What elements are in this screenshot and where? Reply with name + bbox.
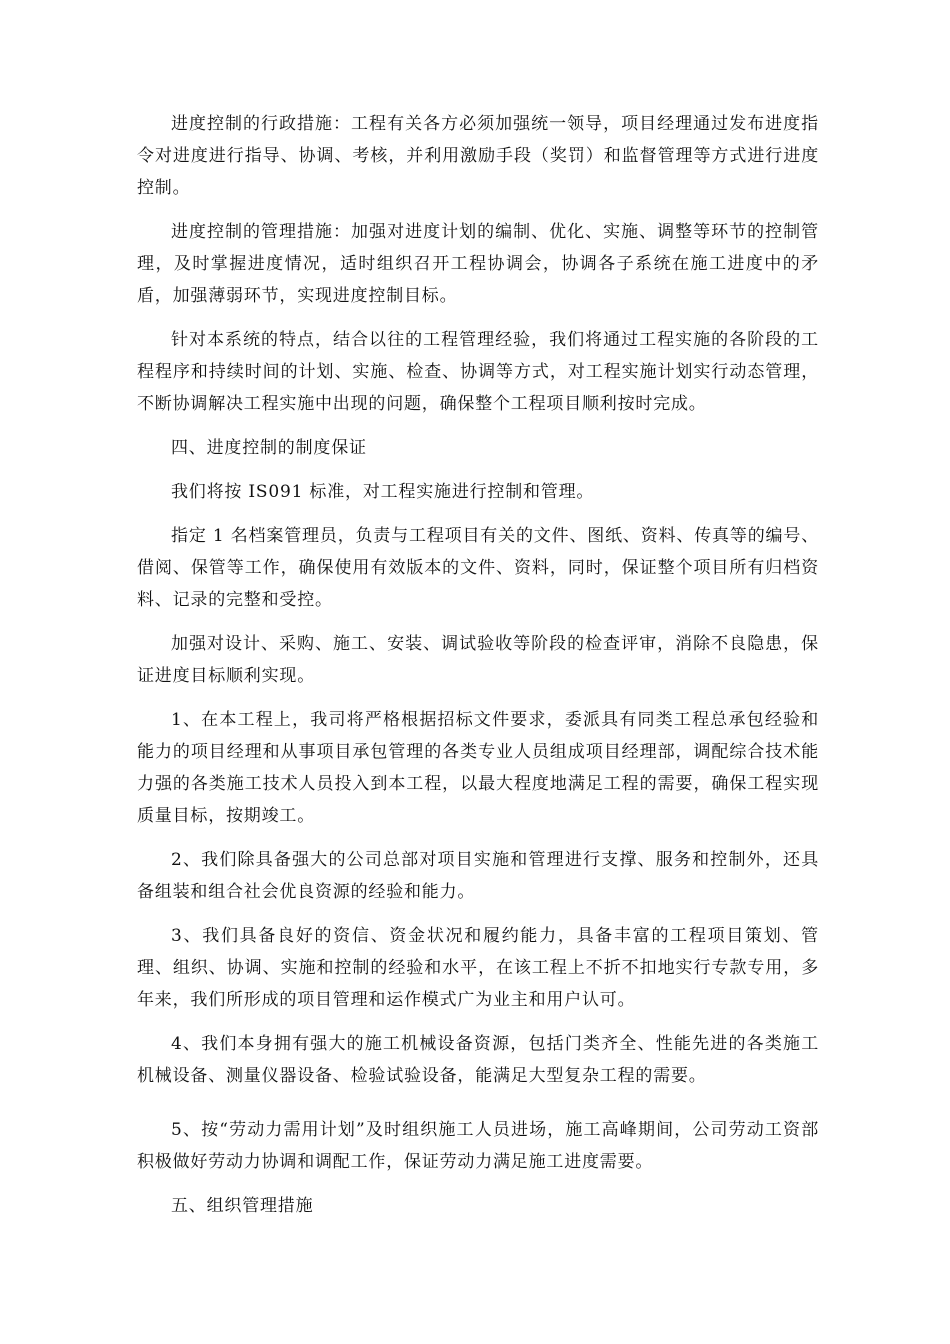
paragraph-item-5: 5、按“劳动力需用计划”及时组织施工人员进场，施工高峰期间，公司劳动工资部积极做好劳动力协调和调配工作，保证劳动力满足施工进度需要。 <box>137 1120 819 1172</box>
paragraph-item-3: 3、我们具备良好的资信、资金状况和履约能力，具备丰富的工程项目策划、管理、组织、协调、实施和控制的经验和水平，在该工程上不折不扣地实行专款专用，多年来，我们所形成的项目管理和运作模式广为业主和用户认可。 <box>137 926 819 1010</box>
paragraph-item-1: 1、在本工程上，我司将严格根据招标文件要求，委派具有同类工程总承包经验和能力的项目经理和从事项目承包管理的各类专业人员组成项目经理部，调配综合技术能力强的各类施工技术人员投入到本工程，以最大程度地满足工程的需要，确保工程实现质量目标，按期竣工。 <box>137 710 819 826</box>
paragraph-management-measures: 进度控制的管理措施：加强对进度计划的编制、优化、实施、调整等环节的控制管理，及时掌握进度情况，适时组织召开工程协调会，协调各子系统在施工进度中的矛盾，加强薄弱环节，实现进度控制目标。 <box>137 222 819 306</box>
document-body <box>137 108 819 1234</box>
paragraph-archive-manager: 指定 1 名档案管理员，负责与工程项目有关的文件、图纸、资料、传真等的编号、借阅、保管等工作，确保使用有效版本的文件、资料，同时，保证整个项目所有归档资料、记录的完整和受控。 <box>137 526 819 610</box>
section-heading-schedule-system: 四、进度控制的制度保证 <box>171 438 367 458</box>
paragraph-stage-review: 加强对设计、采购、施工、安装、调试验收等阶段的检查评审，消除不良隐患，保证进度目标顺利实现。 <box>137 634 819 686</box>
paragraph-iso-standard: 我们将按 IS091 标准，对工程实施进行控制和管理。 <box>171 482 595 502</box>
paragraph-admin-measures: 进度控制的行政措施：工程有关各方必须加强统一领导，项目经理通过发布进度指令对进度进行指导、协调、考核，并利用激励手段（奖罚）和监督管理等方式进行进度控制。 <box>137 114 819 198</box>
section-heading-organization: 五、组织管理措施 <box>171 1196 314 1216</box>
paragraph-item-4: 4、我们本身拥有强大的施工机械设备资源，包括门类齐全、性能先进的各类施工机械设备、测量仪器设备、检验试验设备，能满足大型复杂工程的需要。 <box>137 1034 819 1086</box>
paragraph-system-characteristics: 针对本系统的特点，结合以往的工程管理经验，我们将通过工程实施的各阶段的工程程序和持续时间的计划、实施、检查、协调等方式，对工程实施计划实行动态管理，不断协调解决工程实施中出现的问题，确保整个工程项目顺利按时完成。 <box>137 330 819 414</box>
paragraph-item-2: 2、我们除具备强大的公司总部对项目实施和管理进行支撑、服务和控制外，还具备组装和组合社会优良资源的经验和能力。 <box>137 850 819 902</box>
